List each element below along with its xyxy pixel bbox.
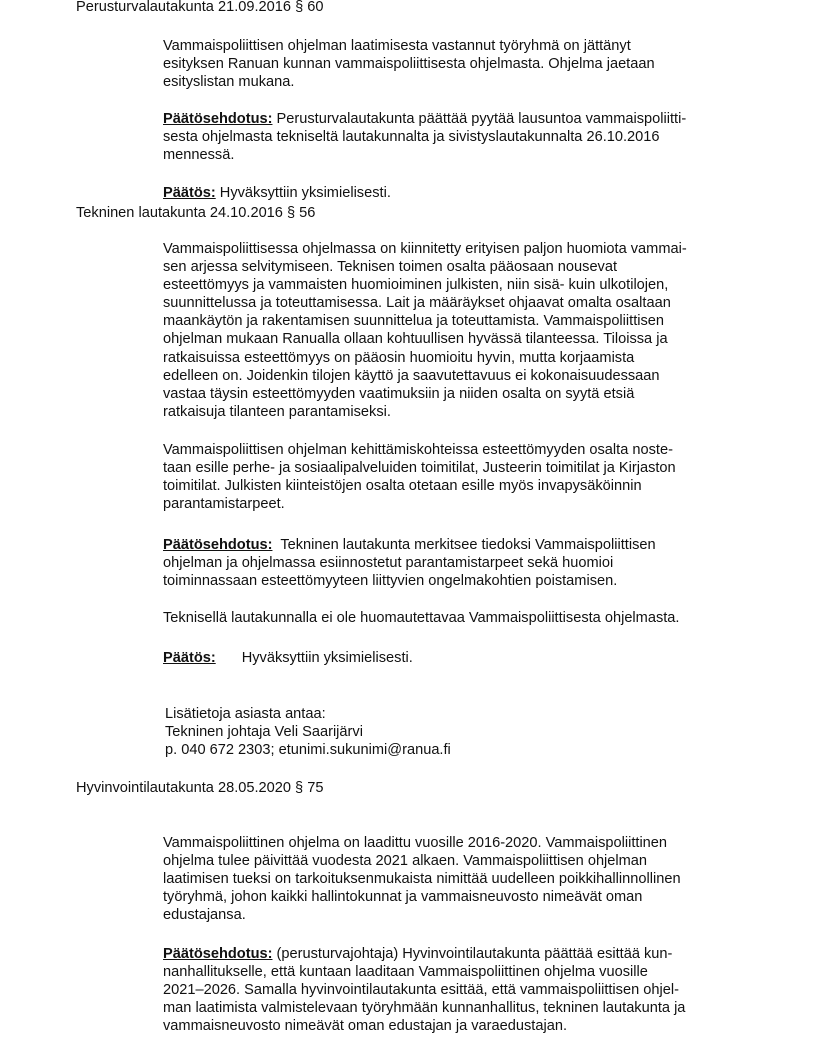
- body-line: ohjelman mukaan Ranualla ollaan kohtuullisen hyvässä tilanteessa. Tiloissa ja: [163, 331, 668, 348]
- proposal-label: Päätösehdotus:: [163, 537, 273, 553]
- body-line: edelleen on. Joidenkin tilojen käyttö ja saavutettavuus ei kokonaisuudessaan: [163, 367, 660, 384]
- body-line: esteettömyys ja vammaisten huomioiminen julkisten, niin sisä- kuin ulkotilojen,: [163, 277, 669, 294]
- proposal-line: sesta ohjelmasta tekniseltä lautakunnalta ja sivistyslautakunnalta 26.10.2016: [163, 129, 660, 146]
- body-line: sen arjessa selvitymiseen. Teknisen toimen osalta pääosaan nousevat: [163, 259, 618, 276]
- contact-info: [165, 705, 451, 759]
- body-line: työryhmä, johon kaikki hallintokunnat ja vammaisneuvosto nimeävät oman: [163, 889, 643, 906]
- body-line: ratkaisuissa esteettömyys on pääosin huomioitu hyvin, mutta korjaamista: [163, 349, 635, 366]
- body-line: ohjelma tulee päivittää vuodesta 2021 alkaen. Vammaispoliittisen ohjelman: [163, 853, 648, 870]
- body-line: laatimisen tueksi on tarkoituksenmukaista nimittää uudelleen poikkihallinnollinen: [163, 871, 681, 888]
- body-line: edustajansa.: [163, 907, 246, 924]
- section-3-proposal: [163, 945, 685, 1035]
- section-2-body: [163, 240, 687, 421]
- body-line: Vammaispoliittisen ohjelman kehittämiskohteissa esteettömyyden osalta noste-: [163, 442, 673, 458]
- body-line: toimitilat. Julkisten kiinteistöjen osalta otetaan esille myös invapysäköinnin: [163, 478, 642, 495]
- section-1-body: [163, 37, 655, 91]
- body-line: Vammaispoliittisen ohjelman laatimisesta vastannut työryhmä on jättänyt: [163, 38, 631, 54]
- section-1-proposal: [163, 110, 686, 164]
- proposal-text: Tekninen lautakunta merkitsee tiedoksi Vammaispoliittisen: [272, 537, 656, 553]
- contact-line: Lisätietoja asiasta antaa:: [165, 706, 326, 722]
- body-line: taan esille perhe- ja sosiaalipalveluiden toimitilat, Justeerin toimitilat ja Kirjaston: [163, 460, 676, 477]
- decision-text: Hyväksyttiin yksimielisesti.: [215, 185, 391, 201]
- proposal-line: mennessä.: [163, 147, 235, 164]
- section-1-decision: [163, 184, 391, 202]
- body-line: Vammaispoliittisessa ohjelmassa on kiinnitetty erityisen paljon huomiota vammai-: [163, 241, 687, 257]
- contact-line: p. 040 672 2303; etunimi.sukunimi@ranua.fi: [165, 742, 451, 759]
- body-line: Vammaispoliittinen ohjelma on laadittu vuosille 2016-2020. Vammaispoliittinen: [163, 835, 668, 851]
- body-line: esityksen Ranuan kunnan vammaispoliittisesta ohjelmasta. Ohjelma jaetaan: [163, 56, 655, 73]
- section-2-body-2: [163, 441, 676, 513]
- section-2-statement: Teknisellä lautakunnalla ei ole huomautettavaa Vammaispoliittisesta ohjelmasta.: [163, 610, 680, 626]
- proposal-line: nanhallitukselle, että kuntaan laaditaan Vammaispoliittinen ohjelma vuosille: [163, 964, 648, 981]
- proposal-line: man laatimista valmistelevaan työryhmään kunnanhallitus, tekninen lautakunta ja: [163, 1000, 686, 1017]
- proposal-text: Perusturvalautakunta päättää pyytää lausuntoa vammaispoliitti-: [272, 111, 687, 127]
- proposal-label: Päätösehdotus:: [163, 111, 273, 127]
- section-heading-hyvinvointilautakunta: Hyvinvointilautakunta 28.05.2020 § 75: [76, 780, 324, 796]
- body-line: maankäytön ja rakentamisen suunnittelua ja toteuttamista. Vammaispoliittisen: [163, 313, 665, 330]
- body-line: esityslistan mukana.: [163, 74, 295, 91]
- section-2-proposal: [163, 536, 656, 590]
- proposal-text: (perusturvajohtaja) Hyvinvointilautakunta päättää esittää kun-: [272, 946, 673, 962]
- proposal-line: toiminnassaan esteettömyyteen liittyvien ongelmakohtien poistamisen.: [163, 573, 618, 590]
- section-3-body: [163, 834, 681, 924]
- decision-label: Päätös:: [163, 185, 216, 201]
- body-line: suunnittelussa ja toteuttamisessa. Lait ja määräykset ohjaavat omalta osaltaan: [163, 295, 671, 312]
- section-heading-tekninen-lautakunta: Tekninen lautakunta 24.10.2016 § 56: [76, 205, 316, 221]
- body-line: parantamistarpeet.: [163, 496, 285, 513]
- proposal-line: ohjelman ja ohjelmassa esiinnostetut parantamistarpeet sekä huomioi: [163, 555, 614, 572]
- proposal-label: Päätösehdotus:: [163, 946, 273, 962]
- body-line: ratkaisuja tilanteen parantamiseksi.: [163, 403, 391, 420]
- proposal-line: 2021–2026. Samalla hyvinvointilautakunta esittää, että vammaispoliittisen ohjel-: [163, 982, 679, 999]
- contact-line: Tekninen johtaja Veli Saarijärvi: [165, 724, 363, 741]
- section-2-decision: [163, 649, 413, 667]
- decision-label: Päätös:: [163, 650, 216, 666]
- decision-text: Hyväksyttiin yksimielisesti.: [241, 650, 413, 666]
- section-heading-perusturvalautakunta: Perusturvalautakunta 21.09.2016 § 60: [76, 0, 324, 15]
- proposal-line: vammaisneuvosto nimeävät oman edustajan ja varaedustajan.: [163, 1018, 567, 1035]
- body-line: vastaa täysin esteettömyyden vaatimuksiin ja niiden osalta on syytä etsiä: [163, 385, 635, 402]
